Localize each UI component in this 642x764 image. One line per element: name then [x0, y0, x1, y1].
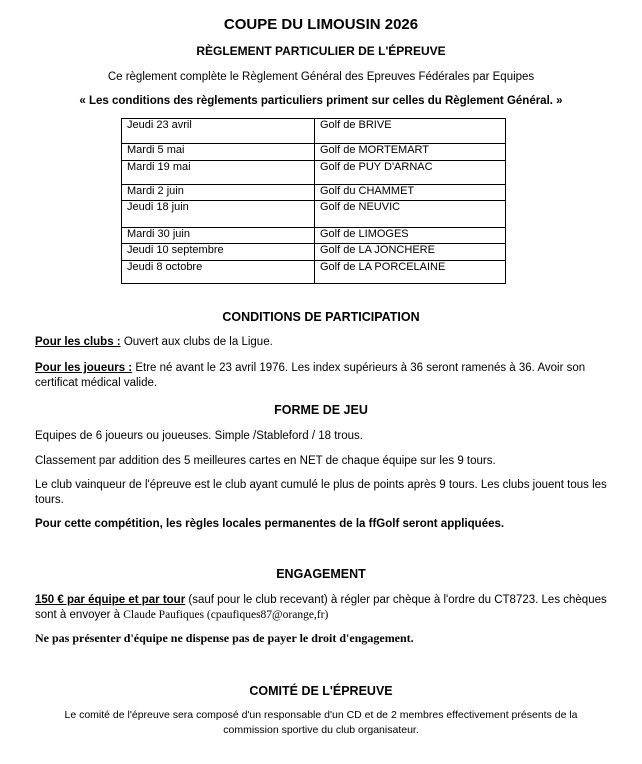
contact-text: Claude Paufiques (cpaufiques87@orange,fr): [123, 609, 329, 621]
page-title: COUPE DU LIMOUSIN 2026: [223, 16, 419, 33]
golf-cell: Golf de BRIVE: [315, 119, 506, 144]
date-cell: Jeudi 8 octobre: [122, 261, 315, 284]
players-condition: [35, 361, 607, 391]
priority-note: « Les conditions des règlements particuliers priment sur celles du Règlement Général. »: [79, 95, 563, 107]
date-cell: Mardi 30 juin: [122, 228, 315, 244]
table-row: [122, 201, 506, 228]
format-paragraph-2: Classement par addition des 5 meilleures cartes en NET de chaque équipe sur les 9 tours.: [35, 455, 496, 467]
clubs-condition: [35, 335, 607, 350]
golf-cell: Golf de MORTEMART: [315, 144, 506, 161]
date-cell: Jeudi 10 septembre: [122, 244, 315, 261]
committee-heading: COMITÉ DE L'ÉPREUVE: [249, 684, 393, 698]
date-cell: Mardi 5 mai: [122, 144, 315, 161]
conditions-heading: CONDITIONS DE PARTICIPATION: [222, 310, 420, 324]
intro-text: Ce règlement complète le Règlement Général des Epreuves Fédérales par Equipes: [107, 71, 535, 83]
table-row: [122, 244, 506, 261]
golf-cell: Golf de LA PORCELAINE: [315, 261, 506, 284]
golf-cell: Golf de NEUVIC: [315, 201, 506, 228]
clubs-text: Ouvert aux clubs de la Ligue.: [120, 336, 273, 348]
table-row: [122, 185, 506, 201]
table-row: [122, 228, 506, 244]
date-cell: Jeudi 18 juin: [122, 201, 315, 228]
date-cell: Mardi 2 juin: [122, 185, 315, 201]
date-cell: Mardi 19 mai: [122, 161, 315, 185]
fee-label: 150 € par équipe et par tour: [35, 594, 186, 606]
table-row: [122, 119, 506, 144]
table-row: [122, 161, 506, 185]
format-paragraph-4: Pour cette compétition, les règles locales permanentes de la ffGolf seront appliquées.: [35, 518, 505, 530]
engagement-fee: [35, 593, 607, 623]
fee-text: (sauf pour le club recevant) à régler par chèque à l'ordre du CT8723. Les chèques sont à envoyer à: [35, 594, 607, 621]
page-subtitle: RÈGLEMENT PARTICULIER DE L'ÉPREUVE: [196, 44, 446, 58]
golf-cell: Golf du CHAMMET: [315, 185, 506, 201]
clubs-label: Pour les clubs :: [35, 336, 121, 348]
players-text: Etre né avant le 23 avril 1976. Les index supérieurs à 36 seront ramenés à 36. Avoir son certificat médical valide.: [35, 362, 586, 389]
table-row: [122, 144, 506, 161]
calendar-table: [121, 118, 506, 284]
golf-cell: Golf de LIMOGES: [315, 228, 506, 244]
committee-text: Le comité de l'épreuve sera composé d'un responsable d'un CD et de 2 membres effectivement présents de la commission sportive du club organisateur.: [64, 709, 578, 736]
format-paragraph-3: Le club vainqueur de l'épreuve est le club ayant cumulé le plus de points après 9 tours. Les clubs jouent tous les tours.: [35, 479, 607, 506]
golf-cell: Golf de LA JONCHERE: [315, 244, 506, 261]
engagement-warning: Ne pas présenter d'équipe ne dispense pas de payer le droit d'engagement.: [35, 631, 414, 645]
engagement-heading: ENGAGEMENT: [276, 567, 366, 581]
format-paragraph-1: Equipes de 6 joueurs ou joueuses. Simple /Stableford / 18 trous.: [35, 430, 363, 442]
table-row: [122, 261, 506, 284]
golf-cell: Golf de PUY D'ARNAC: [315, 161, 506, 185]
format-heading: FORME DE JEU: [274, 403, 368, 417]
date-cell: Jeudi 23 avril: [122, 119, 315, 144]
players-label: Pour les joueurs :: [35, 362, 133, 374]
